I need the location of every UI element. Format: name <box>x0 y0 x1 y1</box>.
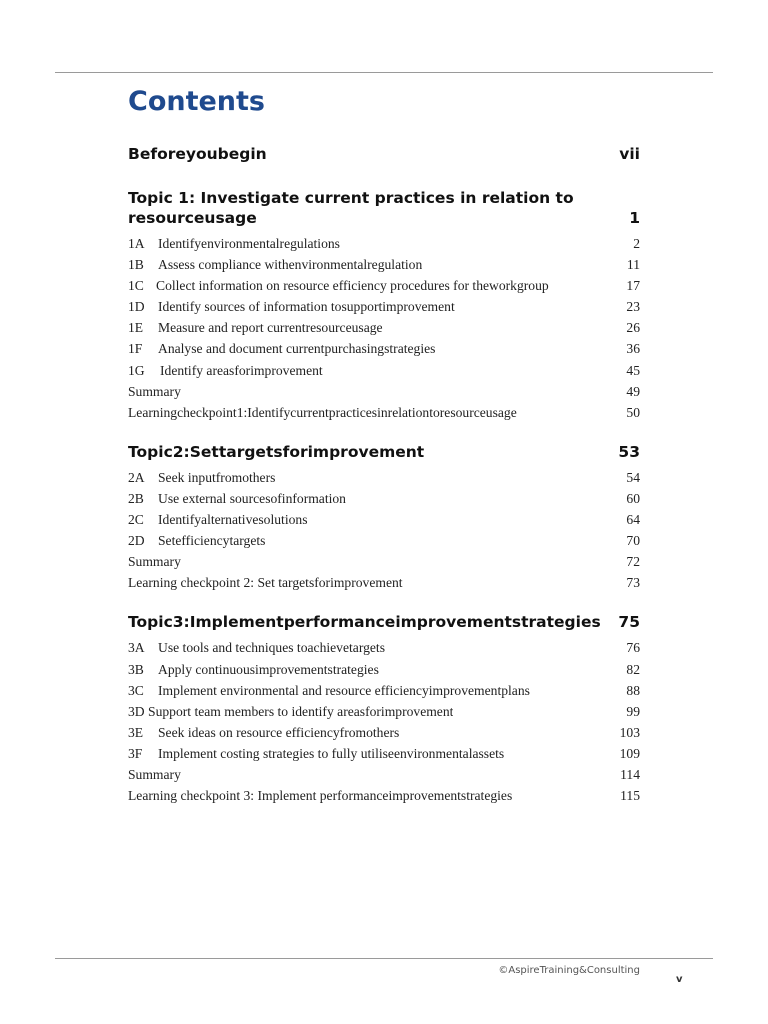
toc-label: Identify areasforimprovement <box>160 362 323 378</box>
toc-entry[interactable] <box>128 637 640 658</box>
toc-list-topic-2 <box>128 467 640 594</box>
toc-entry[interactable] <box>128 743 640 764</box>
toc-page-number: 64 <box>626 512 640 528</box>
toc-entry[interactable] <box>128 317 640 338</box>
toc-page-number: vii <box>619 145 640 163</box>
toc-page-number: 72 <box>626 554 640 570</box>
toc-label: Assess compliance withenvironmentalregulation <box>158 257 423 273</box>
toc-page-number: 17 <box>626 278 640 294</box>
toc-page-number: 50 <box>626 404 640 420</box>
toc-code: 3E <box>128 724 144 740</box>
toc-label: Summary <box>128 766 181 782</box>
toc-entry[interactable] <box>128 701 640 722</box>
toc-page-number: 109 <box>619 745 640 761</box>
toc-code: 2A <box>128 469 145 485</box>
top-rule <box>55 72 713 73</box>
toc-entry[interactable] <box>128 296 640 317</box>
toc-entry[interactable] <box>128 509 640 530</box>
toc-heading-label: Topic3:Implementperformanceimprovementstrategies <box>128 613 601 632</box>
section-topic-1 <box>128 188 640 423</box>
page-title: Contents <box>128 86 266 117</box>
toc-entry-checkpoint[interactable] <box>128 572 640 593</box>
toc-label: Collect information on resource efficiency procedures for theworkgroup <box>156 278 549 294</box>
toc-entry[interactable] <box>128 360 640 381</box>
toc-entry[interactable] <box>128 254 640 275</box>
toc-label: Implement environmental and resource efficiencyimprovementplans <box>158 682 530 698</box>
toc-page-number: 2 <box>633 236 640 251</box>
toc-entry-checkpoint[interactable] <box>128 785 640 806</box>
toc-entry[interactable] <box>128 233 640 254</box>
toc-page-number: 103 <box>619 724 640 740</box>
toc-page-number: 88 <box>626 682 640 698</box>
toc-label: Setefficiencytargets <box>158 533 266 549</box>
toc-entry[interactable] <box>128 338 640 359</box>
toc-entry[interactable] <box>128 530 640 551</box>
toc-page-number: 75 <box>618 613 640 632</box>
footer-copyright: ©AspireTraining&Consulting <box>498 965 640 976</box>
section-before-you-begin <box>128 144 640 164</box>
toc-code: 1E <box>128 320 144 336</box>
toc-entry[interactable] <box>128 680 640 701</box>
toc-page-number: 45 <box>626 362 640 378</box>
toc-heading-topic-1[interactable] <box>128 188 640 228</box>
toc-page-number: 99 <box>626 703 640 719</box>
toc-entry-before-you-begin[interactable] <box>128 144 640 164</box>
toc-code: 3C <box>128 682 144 698</box>
toc-label: Learning checkpoint 3: Implement performanceimprovementstrategies <box>128 788 513 804</box>
toc-label: Implement costing strategies to fully utiliseenvironmentalassets <box>158 745 505 761</box>
toc-code: 1D <box>128 299 145 315</box>
toc-label: Summary <box>128 383 181 399</box>
toc-code: 1B <box>128 257 144 273</box>
toc-page-number: 26 <box>626 320 640 336</box>
toc-page-number: 60 <box>626 490 640 506</box>
toc-label: Summary <box>128 554 181 570</box>
toc-page-number: 36 <box>626 341 640 357</box>
toc-label: Identifyenvironmentalregulations <box>158 236 340 251</box>
toc-heading-label: Topic 1: Investigate current practices in relation to <box>128 189 574 207</box>
toc-label: Measure and report currentresourceusage <box>158 320 383 336</box>
toc-label: Learningcheckpoint1:Identifycurrentpracticesinrelationtoresourceusage <box>128 404 517 420</box>
toc-label: 3D Support team members to identify areasforimprovement <box>128 703 454 719</box>
section-topic-2 <box>128 442 640 594</box>
toc-code: 2B <box>128 490 144 506</box>
toc-label: Seek inputfromothers <box>158 469 276 485</box>
toc-label: Learning checkpoint 2: Set targetsforimprovement <box>128 575 403 591</box>
toc-page-number: 53 <box>618 442 640 461</box>
toc-code: 1C <box>128 278 144 294</box>
toc-entry-summary[interactable] <box>128 764 640 785</box>
contents-page <box>128 82 640 806</box>
toc-page-number: 1 <box>629 209 640 227</box>
toc-page-number: 114 <box>620 766 640 782</box>
toc-entry[interactable] <box>128 275 640 296</box>
toc-label: Use external sourcesofinformation <box>158 490 346 506</box>
toc-entry-summary[interactable] <box>128 381 640 402</box>
toc-page-number: 23 <box>626 299 640 315</box>
toc-page-number: 73 <box>626 575 640 591</box>
toc-label: Identifyalternativesolutions <box>158 512 308 528</box>
toc-label: Apply continuousimprovementstrategies <box>158 661 379 677</box>
toc-code: 1A <box>128 236 145 251</box>
toc-page-number: 54 <box>626 469 640 485</box>
toc-heading-topic-3[interactable] <box>128 612 640 632</box>
toc-label: Analyse and document currentpurchasingstrategies <box>158 341 436 357</box>
toc-code: 3F <box>128 745 143 761</box>
footer-page-number: v <box>676 974 683 985</box>
toc-entry[interactable] <box>128 722 640 743</box>
section-topic-3 <box>128 612 640 806</box>
toc-entry-summary[interactable] <box>128 551 640 572</box>
toc-label: Identify sources of information tosupportimprovement <box>158 299 455 315</box>
toc-label: Use tools and techniques toachievetargets <box>158 640 385 656</box>
bottom-rule <box>55 958 713 959</box>
toc-code: 1F <box>128 341 143 357</box>
toc-heading-label: resourceusage <box>128 209 257 227</box>
toc-code: 3B <box>128 661 144 677</box>
toc-page-number: 49 <box>626 383 640 399</box>
toc-page-number: 82 <box>626 661 640 677</box>
toc-entry-checkpoint[interactable] <box>128 402 640 423</box>
toc-list-topic-3 <box>128 637 640 806</box>
toc-page-number: 115 <box>620 788 640 804</box>
toc-heading-topic-2[interactable] <box>128 442 640 462</box>
toc-entry[interactable] <box>128 467 640 488</box>
toc-page-number: 11 <box>626 257 640 273</box>
toc-code: 2D <box>128 533 145 549</box>
toc-heading-label: Topic2:Settargetsforimprovement <box>128 442 425 461</box>
toc-label: Seek ideas on resource efficiencyfromothers <box>158 724 400 740</box>
toc-entry[interactable] <box>128 659 640 680</box>
toc-page-number: 70 <box>626 533 640 549</box>
toc-code: 2C <box>128 512 144 528</box>
toc-code: 1G <box>128 362 145 378</box>
toc-heading-label: Beforeyoubegin <box>128 145 267 163</box>
toc-entry[interactable] <box>128 488 640 509</box>
toc-list-topic-1 <box>128 233 640 423</box>
toc-page-number: 76 <box>626 640 640 656</box>
toc-code: 3A <box>128 640 145 656</box>
